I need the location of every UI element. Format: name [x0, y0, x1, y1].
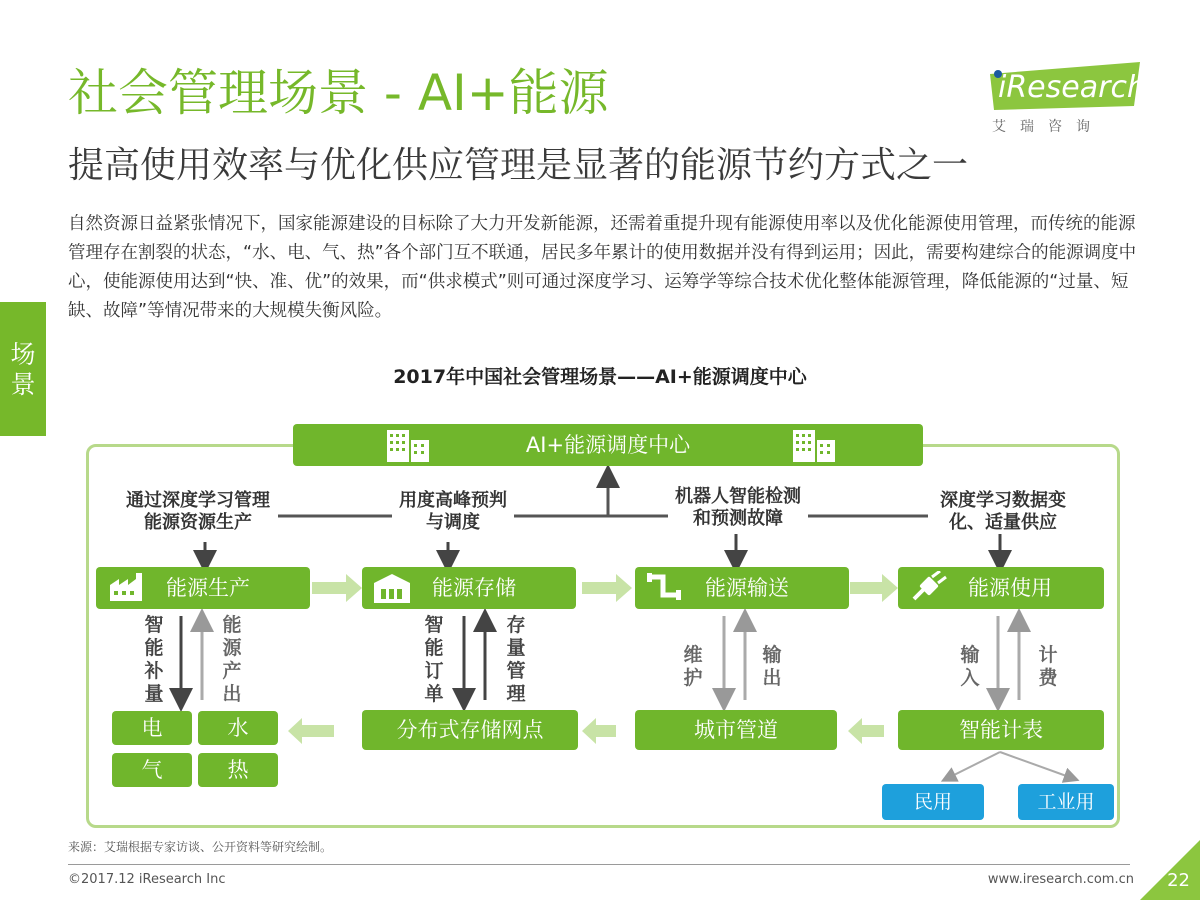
footer-divider	[68, 864, 1130, 865]
page-subtitle: 提高使用效率与优化供应管理是显著的能源节约方式之一	[68, 145, 969, 186]
consumer-residential: 民用	[882, 784, 984, 820]
label-energy-output: 能源产出	[222, 614, 242, 705]
stage-storage	[362, 567, 576, 609]
stage-use	[898, 567, 1104, 609]
label-output: 输出	[762, 644, 782, 689]
flow-arrow	[582, 574, 632, 602]
diagram-title: 2017年中国社会管理场景——AI+能源调度中心	[393, 366, 807, 388]
city-pipeline: 城市管道	[635, 710, 837, 750]
hub-label: AI+能源调度中心	[525, 433, 691, 457]
page-title: 社会管理场景 - AI+能源	[68, 64, 609, 122]
factory-icon	[106, 571, 146, 605]
flow-arrow	[848, 718, 884, 744]
resource-water: 水	[198, 711, 278, 745]
caption-use: 深度学习数据变化、适量供应	[928, 490, 1078, 534]
resource-gas: 气	[112, 753, 192, 787]
caption-storage: 用度高峰预判与调度	[392, 490, 514, 534]
plug-icon	[908, 571, 948, 605]
logo-sub: 艾瑞咨询	[992, 119, 1104, 135]
caption-transport: 机器人智能检测和预测故障	[668, 486, 808, 530]
flow-arrow	[312, 574, 362, 602]
building-icon	[791, 428, 839, 464]
intro-paragraph: 自然资源日益紧张情况下，国家能源建设的目标除了大力开发新能源，还需着重提升现有能源使用率以及优化能源使用管理，而传统的能源管理存在割裂的状态，“水、电、气、热”各个部门互不联通，居民多年累计的使用数据并没有得到运用；因此，需要构建综合的能源调度中心，使能源使用达到“快、准、优”的效果，而“供求模式”则可通过深度学习、运筹学等综合技术优化整体能源管理，降低能源的“过量、短缺、故障”等情况带来的大规模失衡风险。	[68, 214, 1137, 321]
flow-arrow	[850, 574, 898, 602]
flow-arrow	[288, 718, 334, 744]
stage-production	[96, 567, 310, 609]
label-input: 输入	[960, 644, 980, 689]
label-smart-order: 智能订单	[424, 614, 444, 705]
flow-arrow	[582, 718, 616, 744]
logo-brand: iResearch	[998, 70, 1146, 105]
stage-label: 能源存储	[432, 576, 516, 600]
label-maintenance: 维护	[683, 644, 703, 689]
stage-label: 能源输送	[705, 576, 789, 600]
dispatch-center-hub	[293, 424, 923, 466]
label-billing: 计费	[1038, 644, 1058, 689]
pipe-icon	[645, 571, 685, 605]
resource-heat: 热	[198, 753, 278, 787]
consumer-industrial: 工业用	[1018, 784, 1114, 820]
stage-label: 能源使用	[968, 576, 1052, 600]
stage-label: 能源生产	[166, 576, 250, 600]
stage-transport	[635, 567, 849, 609]
label-stock-management: 存量管理	[506, 614, 526, 705]
building-icon	[385, 428, 433, 464]
copyright: ©2017.12 iResearch Inc	[68, 872, 226, 887]
distributed-storage: 分布式存储网点	[362, 710, 578, 750]
side-tab-label: 场景	[10, 340, 36, 399]
page-number: 22	[1167, 870, 1190, 891]
label-smart-replenish: 智能补量	[144, 614, 164, 705]
smart-meter: 智能计表	[898, 710, 1104, 750]
resource-electricity: 电	[112, 711, 192, 745]
source-note: 来源：艾瑞根据专家访谈、公开资料等研究绘制。	[68, 840, 333, 854]
caption-production: 通过深度学习管理能源资源生产	[118, 490, 278, 534]
warehouse-icon	[372, 571, 412, 605]
website-link[interactable]: www.iresearch.com.cn	[987, 872, 1134, 887]
